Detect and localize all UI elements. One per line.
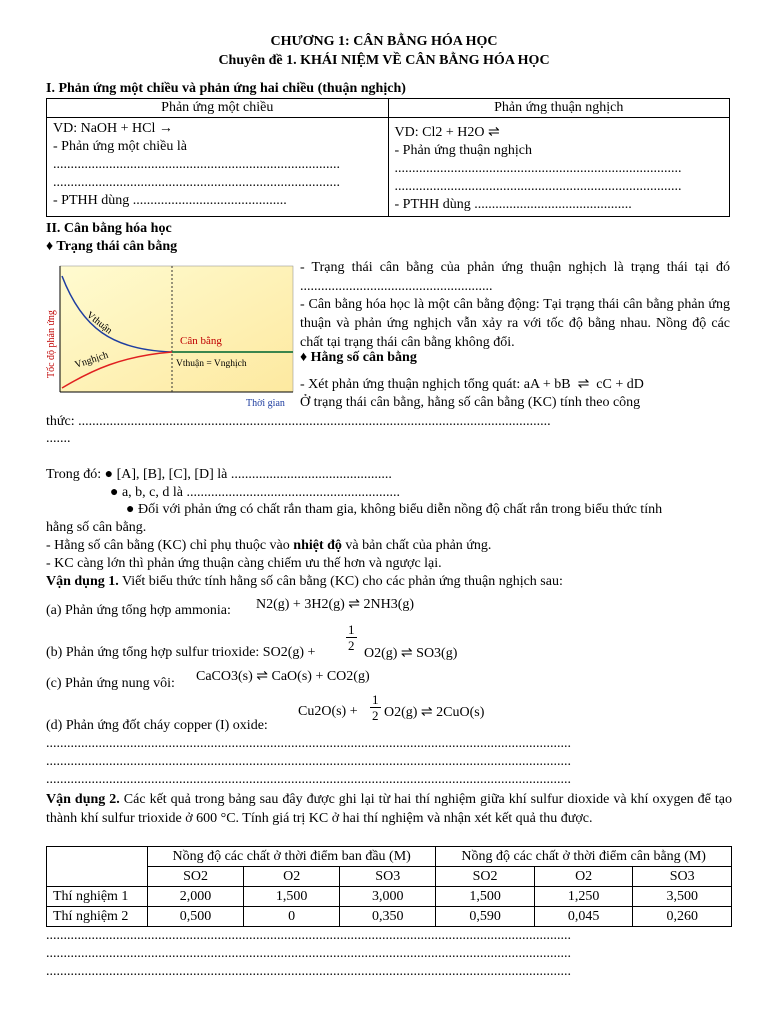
- col2-example: VD: Cl2 + H2O: [394, 125, 485, 140]
- table-cell: 0,260: [633, 907, 732, 927]
- general-reversible-arrow-icon: ⇌: [574, 377, 593, 392]
- table-cell: 0,590: [436, 907, 535, 927]
- equilibrium-group-header: Nồng độ các chất ở thời điểm cân bằng (M): [436, 847, 732, 867]
- species-header: O2: [534, 867, 633, 887]
- kc-temp-a: - Hằng số cân bằng (KC) chỉ phụ thuộc vào: [46, 538, 290, 553]
- vd1-dots-3: ......................................................................................................................................................: [46, 772, 571, 787]
- kc-temp-b: nhiệt độ: [293, 538, 342, 553]
- table-cell: 0,045: [534, 907, 633, 927]
- kc-temp-c: và bản chất của phản ứng.: [345, 538, 492, 553]
- vd1-b-fraction: 1 2: [348, 622, 355, 653]
- kc-intro: Ở trạng thái cân bằng, hằng số cân bằng (KC) tính theo công: [300, 395, 641, 410]
- row-label: Thí nghiệm 2: [47, 907, 148, 927]
- constant-title: ♦ Hằng số cân bằng: [300, 350, 417, 365]
- formula-line-cont: .......: [46, 431, 71, 446]
- vd1-d: (d) Phản ứng đốt cháy copper (I) oxide:: [46, 718, 268, 733]
- kc-temperature: [46, 538, 491, 554]
- equal-label: Vthuận = Vnghịch: [176, 359, 247, 369]
- solid-note-cont: hằng số cân bằng.: [46, 520, 147, 535]
- topic-title: Chuyên đề 1. KHÁI NIỆM VỀ CÂN BẰNG HÓA HỌC: [218, 53, 550, 68]
- chart-background: [60, 266, 293, 392]
- row-label: Thí nghiệm 1: [47, 887, 148, 907]
- dynamic-equilibrium: - Cân bằng hóa học là một cân bằng động: Tại trạng thái cân bằng phản ứng thuận và phản ứng nghịch vẫn xảy ra với tốc độ bằng nhau. Nồng độ các chất tại trạng thái cân bằng không đổi.: [300, 297, 730, 350]
- vd1-dots-2: ......................................................................................................................................................: [46, 754, 571, 769]
- general-reaction-products: cC + dD: [596, 377, 644, 392]
- equilibrium-definition: - Trạng thái cân bằng của phản ứng thuận nghịch là trạng thái tại đó .......................................................: [300, 260, 730, 294]
- vd1-a-eq: N2(g) + 3H2(g) ⇌ 2NH3(g): [256, 597, 415, 612]
- balance-label: Cân bằng: [180, 335, 222, 347]
- vd2-text: Các kết quả trong bảng sau đây được ghi lại từ hai thí nghiệm giữa khí sulfur dioxide và khí oxygen để tạo thành khí sulfur trioxide ở 600 °C. Tính giá trị KC ở hai thí nghiệm và nhận xét kết quả thu được.: [46, 792, 732, 826]
- table-corner: [47, 847, 148, 887]
- vd2-title: Vận dụng 2.: [46, 792, 120, 807]
- vd1-b-eq: O2(g) ⇌ SO3(g): [364, 646, 458, 661]
- x-axis-label: Thời gian: [246, 398, 285, 409]
- v-thuan-label: Vthuận: [84, 309, 115, 337]
- species-header: SO3: [633, 867, 732, 887]
- vd1-a: (a) Phản ứng tổng hợp ammonia:: [46, 603, 231, 618]
- vd1-header: [46, 574, 563, 590]
- section2-title: II. Cân bằng hóa học: [46, 221, 172, 236]
- col2-pthh: - PTHH dùng .............................................: [394, 197, 632, 212]
- vd2-dots-3: ......................................................................................................................................................: [46, 964, 571, 979]
- col1-example: VD: NaOH + HCl →: [53, 121, 173, 136]
- reversible-arrow-icon: ⇌: [487, 125, 500, 140]
- col1-dots1: ..................................................................................: [53, 157, 340, 172]
- vd1-d-eq-right: O2(g) ⇌ 2CuO(s): [384, 705, 485, 720]
- col2-header: Phản ứng thuận nghịch: [388, 99, 730, 118]
- vd1-c: (c) Phản ứng nung vôi:: [46, 676, 175, 691]
- reaction-compare-table: [46, 98, 730, 217]
- species-header: O2: [244, 867, 340, 887]
- col1-line1: - Phản ứng một chiều là: [53, 139, 187, 154]
- species-header: SO3: [340, 867, 436, 887]
- general-reaction: [300, 376, 644, 393]
- equilibrium-subtitle: ♦ Trạng thái cân bằng: [46, 239, 178, 254]
- rate-time-chart: [42, 258, 298, 410]
- vd1-dots-1: ......................................................................................................................................................: [46, 736, 571, 751]
- table-cell: 0: [244, 907, 340, 927]
- general-reaction-text: - Xét phản ứng thuận nghịch tổng quát: aA + bB: [300, 377, 571, 392]
- species-header: SO2: [436, 867, 535, 887]
- vd2-paragraph: [46, 790, 732, 828]
- vd1-d-eq-left: Cu2O(s) +: [298, 704, 358, 719]
- chapter-title: CHƯƠNG 1: CÂN BẰNG HÓA HỌC: [270, 34, 498, 49]
- col2-dots2: ..................................................................................: [394, 179, 682, 194]
- col2-dots1: ..................................................................................: [394, 161, 682, 176]
- one-way-cell: [47, 118, 389, 217]
- vd1-c-eq: CaCO3(s) ⇌ CaO(s) + CO2(g): [196, 669, 370, 684]
- vd2-dots-1: ......................................................................................................................................................: [46, 928, 571, 943]
- col2-line1: - Phản ứng thuận nghịch: [394, 143, 532, 158]
- table-cell: 3,500: [633, 887, 732, 907]
- table-cell: 0,500: [148, 907, 244, 927]
- vd1-b: (b) Phản ứng tổng hợp sulfur trioxide: SO2(g) +: [46, 645, 316, 660]
- col1-dots2: ..................................................................................: [53, 175, 340, 190]
- coefficients-line: ● a, b, c, d là .............................................................: [110, 485, 400, 500]
- species-header: SO2: [148, 867, 244, 887]
- experiment-table: [46, 846, 732, 927]
- table-row: [47, 907, 732, 927]
- kc-magnitude: - KC càng lớn thì phản ứng thuận càng chiếm ưu thế hơn và ngược lại.: [46, 556, 442, 571]
- table-cell: 0,350: [340, 907, 436, 927]
- vd1-text: Viết biểu thức tính hằng số cân bằng (KC) cho các phản ứng thuận nghịch sau:: [122, 574, 563, 589]
- formula-line: thức: .......................................................................................................................................: [46, 414, 551, 429]
- initial-group-header: Nồng độ các chất ở thời điểm ban đầu (M): [148, 847, 436, 867]
- table-cell: 2,000: [148, 887, 244, 907]
- vd1-title: Vận dụng 1.: [46, 574, 119, 589]
- col1-pthh: - PTHH dùng ............................................: [53, 193, 287, 208]
- where-line: Trong đó: ● [A], [B], [C], [D] là ..............................................: [46, 467, 392, 482]
- table-cell: 1,500: [244, 887, 340, 907]
- y-axis-label: Tốc độ phản ứng: [46, 310, 57, 378]
- section1-title: I. Phản ứng một chiều và phản ứng hai chiều (thuận nghịch): [46, 81, 406, 96]
- table-cell: 1,250: [534, 887, 633, 907]
- reversible-cell: [388, 118, 730, 217]
- table-cell: 3,000: [340, 887, 436, 907]
- vd1-d-fraction: 1 2: [372, 692, 379, 723]
- v-nghich-label: Vnghịch: [73, 349, 110, 371]
- solid-note: ● Đối với phản ứng có chất rắn tham gia, không biểu diễn nồng độ chất rắn trong biểu thức tính: [126, 502, 663, 517]
- col1-header: Phản ứng một chiều: [47, 99, 389, 118]
- table-cell: 1,500: [436, 887, 535, 907]
- table-row: [47, 887, 732, 907]
- vd2-dots-2: ......................................................................................................................................................: [46, 946, 571, 961]
